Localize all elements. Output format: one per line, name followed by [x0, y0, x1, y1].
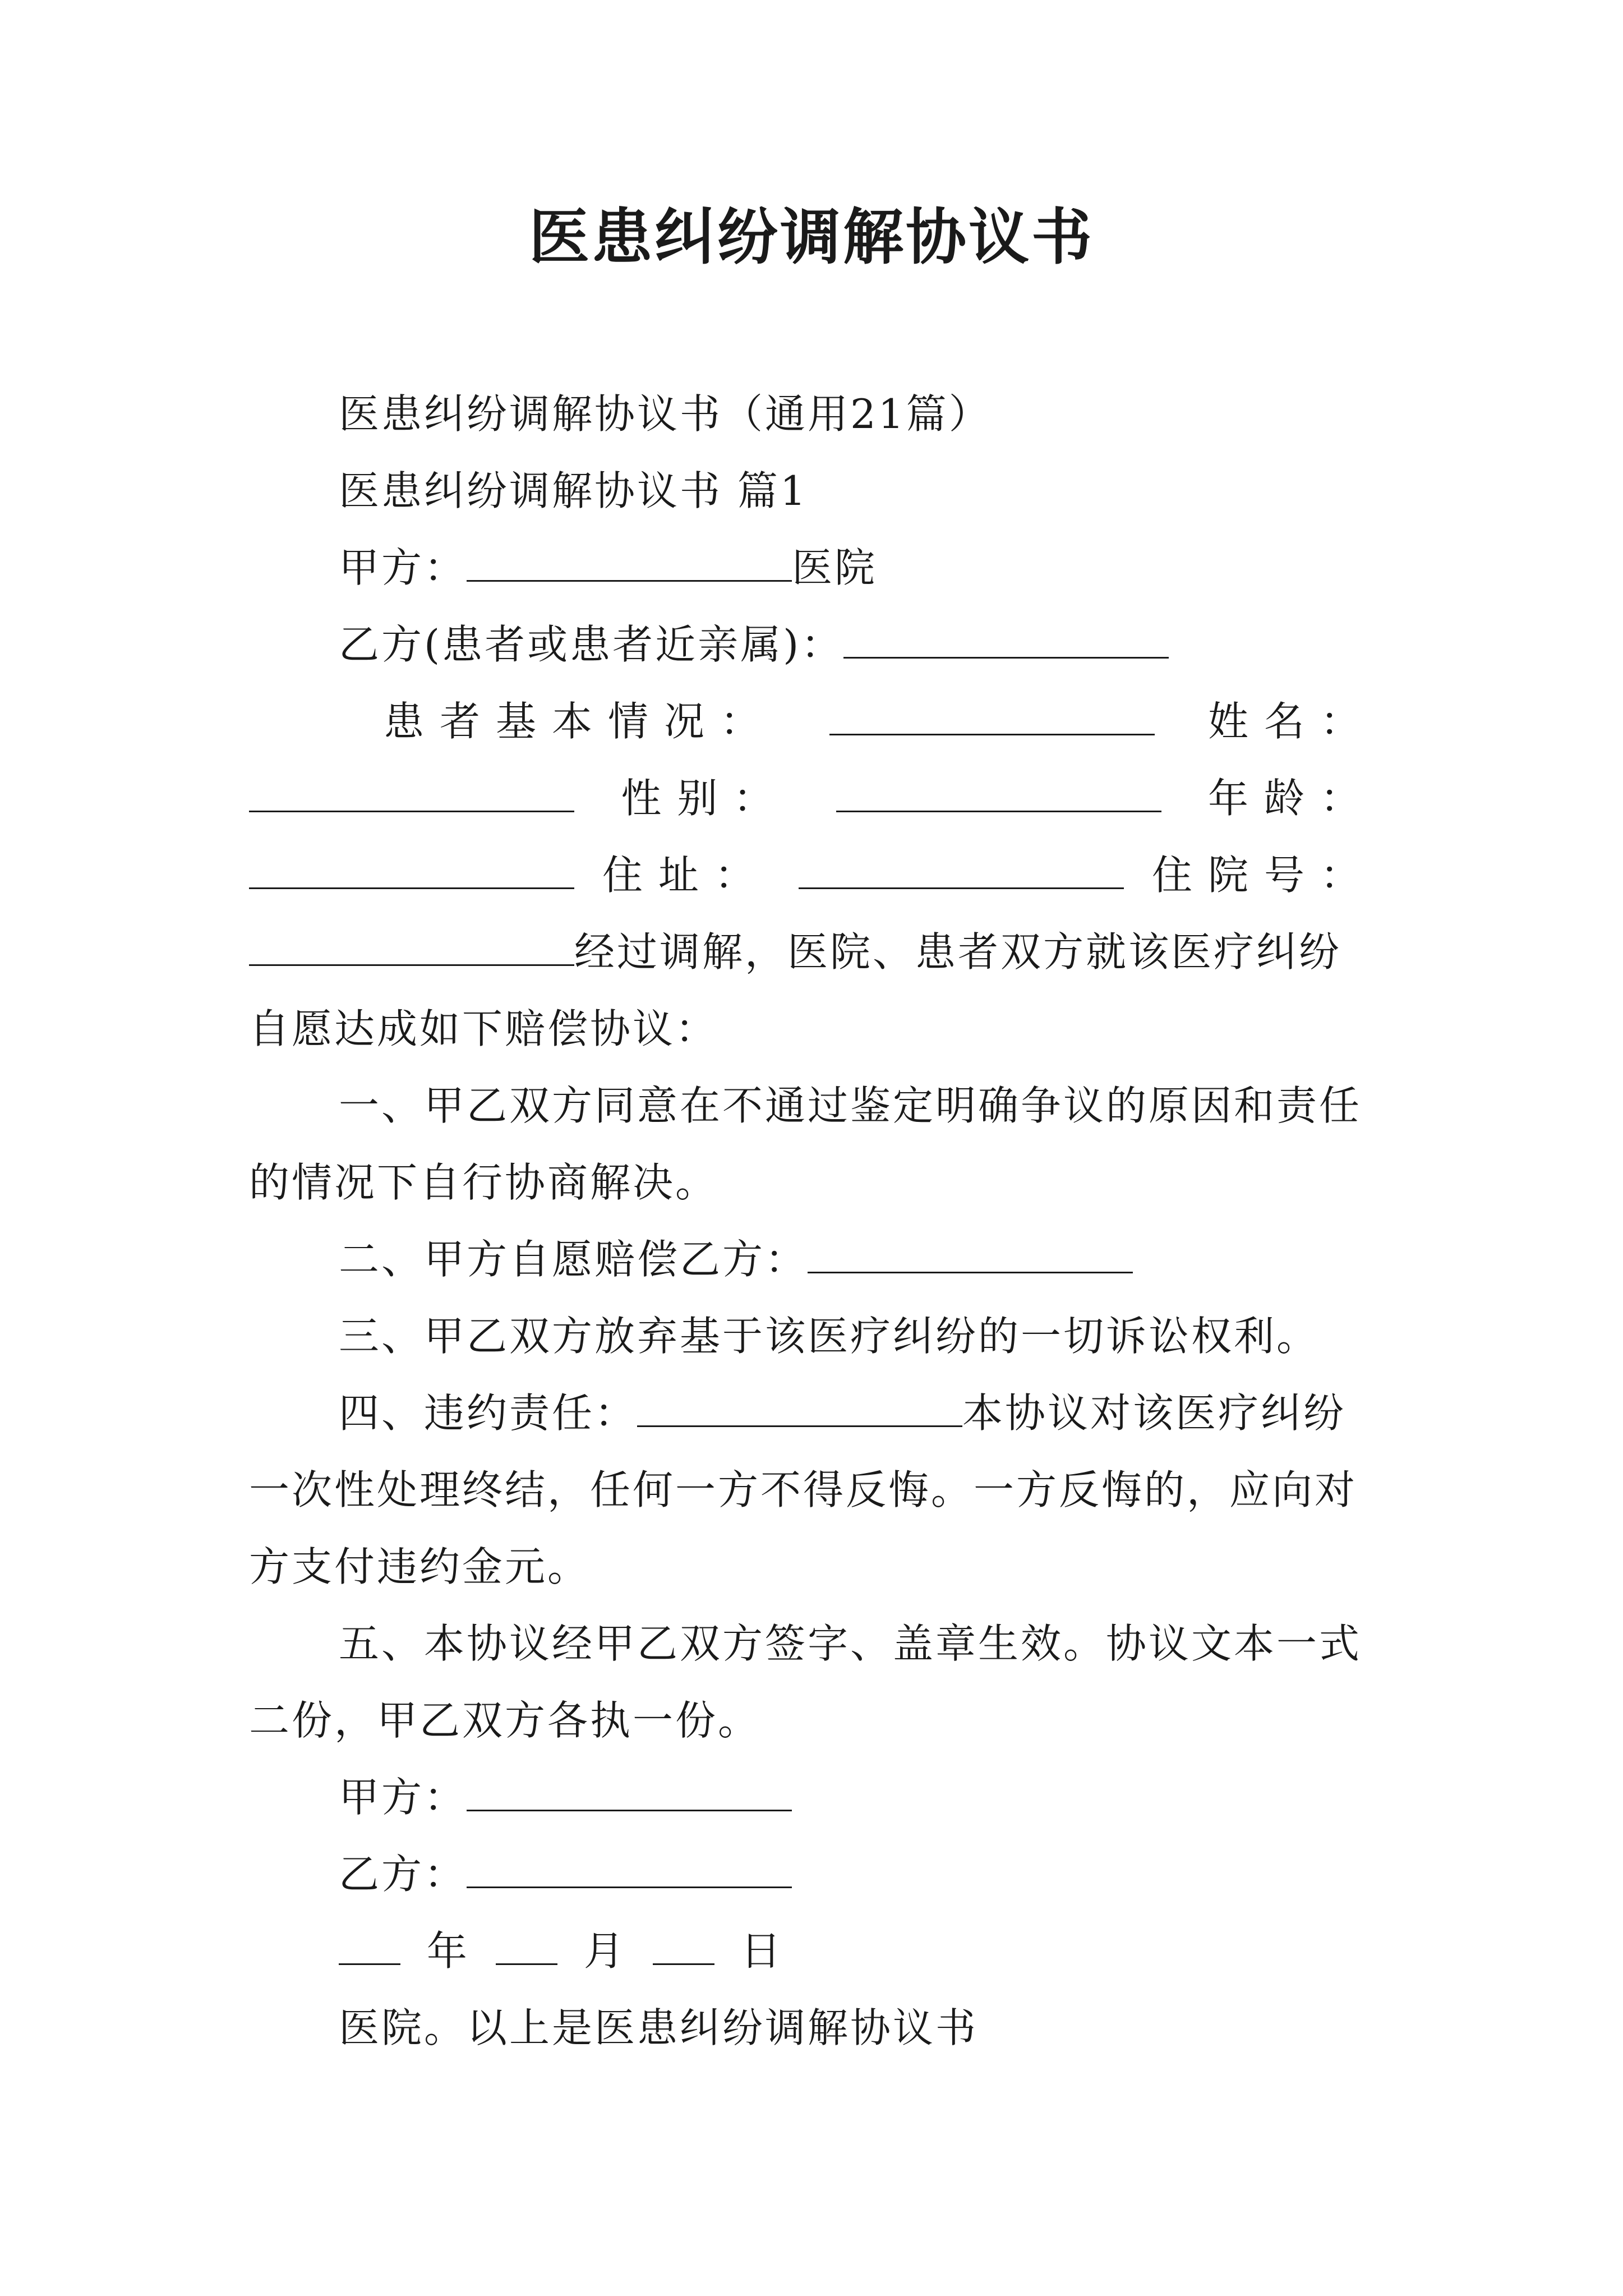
clause-4-text-a: 本协议对该医疗纠纷	[962, 1389, 1347, 1437]
clause-5-line-b	[249, 1682, 1376, 1759]
clause-4-blank	[637, 1421, 962, 1427]
address-blank	[799, 883, 1124, 889]
date-day: 日	[740, 1927, 783, 1975]
clause-2-blank	[808, 1267, 1133, 1273]
name-label: 姓名：	[1207, 698, 1376, 745]
patient-info-blank	[829, 729, 1155, 735]
document-body	[249, 376, 1376, 2067]
section-line	[249, 453, 1376, 530]
clause-3-text: 三、甲乙双方放弃基于该医疗纠纷的一切诉讼权利。	[339, 1313, 1320, 1360]
clause-1-text-a: 一、甲乙双方同意在不通过鉴定明确争议的原因和责任	[339, 1082, 1362, 1129]
month-blank	[496, 1959, 557, 1965]
clause-1-text-b: 的情况下自行协商解决。	[249, 1159, 718, 1206]
clause-4-text-c: 方支付违约金元。	[249, 1543, 591, 1590]
gender-label: 性别：	[621, 775, 790, 822]
closing-line	[249, 1990, 1376, 2067]
clause-5-line-a	[249, 1605, 1376, 1682]
date-month: 月	[583, 1927, 626, 1975]
age-blank	[249, 883, 574, 889]
day-blank	[653, 1959, 714, 1965]
sign-b-blank	[467, 1882, 792, 1888]
sign-a-blank	[467, 1805, 792, 1811]
gender-age-line	[249, 760, 1376, 837]
sign-a-line	[249, 1759, 1376, 1836]
mediation-line-1	[249, 914, 1376, 991]
party-a-line	[249, 530, 1376, 606]
address-label: 住址：	[602, 852, 771, 899]
sign-b-label: 乙方：	[339, 1851, 467, 1898]
date-line	[249, 1913, 1376, 1990]
sign-a-label: 甲方：	[339, 1774, 467, 1821]
clause-4-line-c	[249, 1529, 1376, 1605]
section-heading: 医患纠纷调解协议书 篇1	[339, 467, 808, 514]
clause-4-line-a	[249, 1375, 1376, 1452]
party-b-blank	[843, 652, 1169, 659]
date-year: 年	[426, 1927, 469, 1975]
mediation-text-2: 自愿达成如下赔偿协议：	[249, 1005, 718, 1052]
clause-1-line-a	[249, 1068, 1376, 1144]
closing-text: 医院。以上是医患纠纷调解协议书	[339, 2004, 979, 2051]
sign-b-line	[249, 1836, 1376, 1913]
clause-4-line-b	[249, 1452, 1376, 1529]
clause-1-line-b	[249, 1144, 1376, 1221]
subtitle: 医患纠纷调解协议书（通用21篇）	[339, 390, 992, 438]
clause-4-text-b: 一次性处理终结，任何一方不得反悔。一方反悔的，应向对	[249, 1466, 1358, 1513]
year-blank	[339, 1959, 400, 1965]
clause-2-line	[249, 1221, 1376, 1298]
address-line	[249, 837, 1376, 914]
mediation-text-1: 经过调解，医院、患者双方就该医疗纠纷	[574, 928, 1342, 976]
clause-4-label: 四、违约责任：	[339, 1389, 638, 1437]
clause-5-text-b: 二份，甲乙双方各执一份。	[249, 1697, 761, 1744]
age-label: 年龄：	[1207, 775, 1376, 822]
document-title: 医患纠纷调解协议书	[528, 202, 1094, 273]
party-a-blank	[467, 576, 792, 582]
party-a-label: 甲方：	[339, 544, 467, 591]
party-a-suffix: 医院	[792, 544, 878, 591]
clause-5-text-a: 五、本协议经甲乙双方签字、盖章生效。协议文本一式	[339, 1620, 1362, 1667]
name-blank	[249, 806, 574, 812]
gender-blank	[836, 806, 1161, 812]
party-b-line	[249, 606, 1376, 683]
inpatient-no-label: 住院号：	[1151, 852, 1376, 899]
subtitle-line	[249, 376, 1376, 453]
patient-info-line	[249, 683, 1376, 760]
mediation-line-2	[249, 991, 1376, 1068]
party-b-label: 乙方(患者或患者近亲属)：	[339, 621, 844, 668]
patient-info-label: 患者基本情况：	[384, 698, 777, 745]
clause-3-line	[249, 1298, 1376, 1375]
inpatient-no-blank	[249, 960, 574, 966]
clause-2-text: 二、甲方自愿赔偿乙方：	[339, 1236, 808, 1283]
